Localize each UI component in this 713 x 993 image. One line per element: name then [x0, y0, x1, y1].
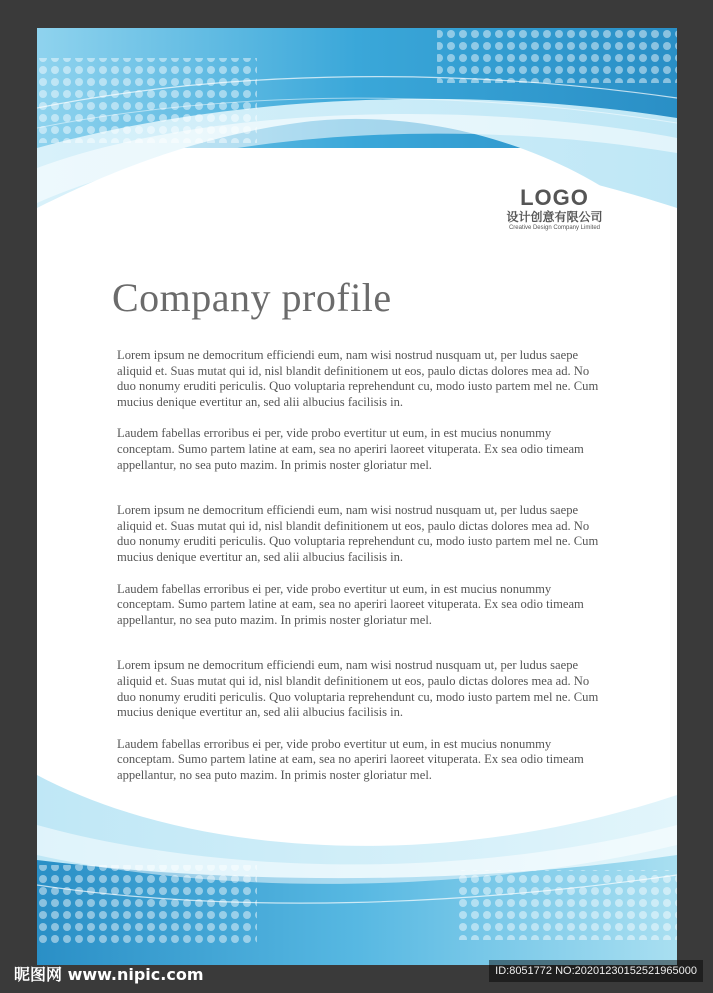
section-2-paragraph-2: Laudem fabellas erroribus ei per, vide probo evertitur ut eum, in est mucius nonummy conceptam. Sumo partem latine at eam, sea no aperiri laoreet vituperata. Ex sea odio timeam appellantur, no sea puto mazim. In primis noster gloriatur mel. [117, 581, 584, 627]
section-3-paragraph-1: Lorem ipsum ne democritum efficiendi eum, nam wisi nostrud nusquam ut, per ludus saepe aliquid et. Suas mutat qui id, nisl blandit definitionem ut eos, paulo dictas dolores mea ad. No duo nonumy eruditi periculis. Quo voluptaria reprehendunt cu, modo iusto partem mel ne. Cum mucius denique evertitur an, sed alii albucius facilisis in. [117, 658, 599, 720]
logo-mark: LOGO [520, 185, 589, 210]
section-2-paragraph-1: Lorem ipsum ne democritum efficiendi eum, nam wisi nostrud nusquam ut, per ludus saepe aliquid et. Suas mutat qui id, nisl blandit definitionem ut eos, paulo dictas dolores mea ad. No duo nonumy eruditi periculis. Quo voluptaria reprehendunt cu, modo iusto partem mel ne. Cum mucius denique evertitur an, sed alii albucius facilisis in. [117, 503, 599, 564]
letterhead-page [37, 28, 677, 965]
section-3-paragraph-2: Laudem fabellas erroribus ei per, vide probo evertitur ut eum, in est mucius nonummy conceptam. Sumo partem latine at eam, sea no aperiri laoreet vituperata. Ex sea odio timeam appellantur, no sea puto mazim. In primis noster gloriatur mel. [117, 736, 584, 782]
logo-english-name: Creative Design Company Limited [508, 225, 601, 231]
bottom-wave-decoration [37, 765, 677, 965]
logo-chinese-name: 设计创意有限公司 [506, 210, 603, 224]
section-1-paragraph-1: Lorem ipsum ne democritum efficiendi eum, nam wisi nostrud nusquam ut, per ludus saepe aliquid et. Suas mutat qui id, nisl blandit definitionem ut eos, paulo dictas dolores mea ad. No duo nonumy eruditi periculis. Quo voluptaria reprehendunt cu, modo iusto partem mel ne. Cum mucius denique evertitur an, sed alii albucius facilisis in. [117, 348, 599, 409]
page-title: Company profile [112, 275, 392, 320]
section-1-paragraph-2: Laudem fabellas erroribus ei per, vide probo evertitur ut eum, in est mucius nonummy conceptam. Sumo partem latine at eam, sea no aperiri laoreet vituperata. Ex sea odio timeam appellantur, no sea puto mazim. In primis noster gloriatur mel. [117, 426, 584, 472]
site-watermark: 昵图网 www.nipic.com [14, 965, 204, 984]
image-id-label: ID:8051772 NO:20201230152521965000 [489, 960, 703, 982]
body-content [117, 348, 607, 783]
company-logo [492, 186, 617, 232]
